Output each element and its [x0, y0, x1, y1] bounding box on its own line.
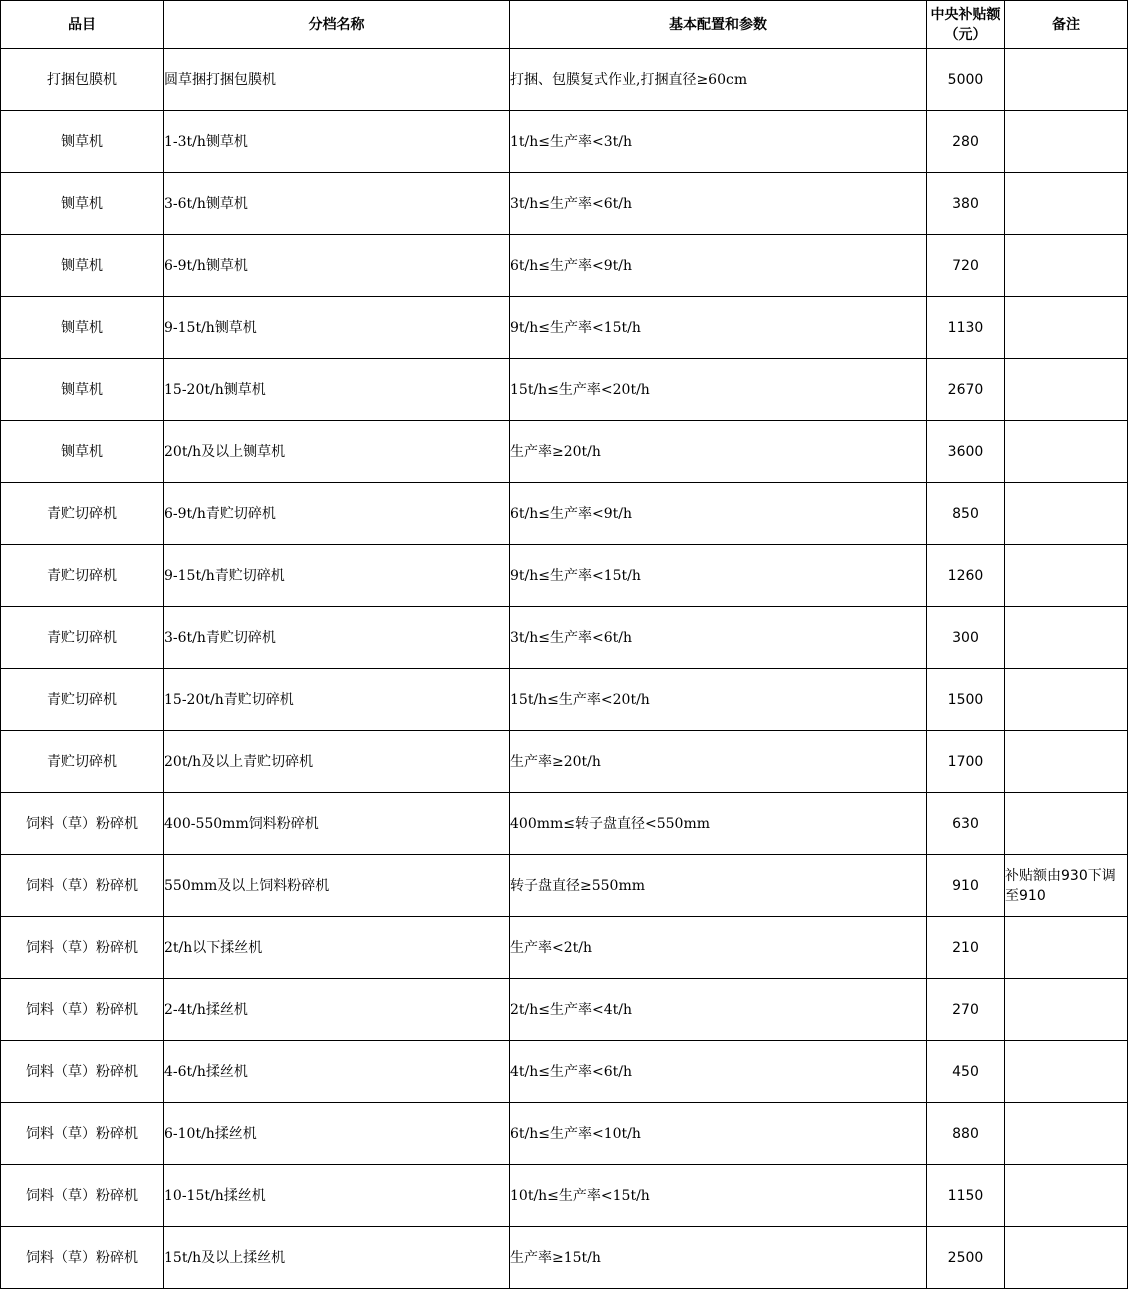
- cell-config-params: 6t/h≤生产率<10t/h: [510, 1103, 927, 1165]
- cell-subsidy-amount: 2670: [927, 359, 1005, 421]
- cell-note: [1005, 359, 1128, 421]
- cell-config-params: 9t/h≤生产率<15t/h: [510, 297, 927, 359]
- cell-tier-name: 2-4t/h揉丝机: [164, 979, 510, 1041]
- cell-note: [1005, 917, 1128, 979]
- cell-config-params: 生产率≥20t/h: [510, 421, 927, 483]
- cell-note: [1005, 297, 1128, 359]
- cell-tier-name: 20t/h及以上铡草机: [164, 421, 510, 483]
- table-row: [1, 173, 1128, 235]
- cell-item: 饲料（草）粉碎机: [1, 979, 164, 1041]
- cell-tier-name: 1-3t/h铡草机: [164, 111, 510, 173]
- cell-subsidy-amount: 1260: [927, 545, 1005, 607]
- cell-note: [1005, 1041, 1128, 1103]
- cell-item: 铡草机: [1, 421, 164, 483]
- cell-tier-name: 6-10t/h揉丝机: [164, 1103, 510, 1165]
- header-row: [1, 1, 1128, 49]
- header-item: 品目: [1, 1, 164, 49]
- cell-tier-name: 6-9t/h青贮切碎机: [164, 483, 510, 545]
- cell-subsidy-amount: 850: [927, 483, 1005, 545]
- cell-note: [1005, 1165, 1128, 1227]
- cell-subsidy-amount: 210: [927, 917, 1005, 979]
- header-config-params: 基本配置和参数: [510, 1, 927, 49]
- table-row: [1, 1227, 1128, 1289]
- table-row: [1, 1165, 1128, 1227]
- table-row: [1, 917, 1128, 979]
- cell-note: [1005, 607, 1128, 669]
- cell-subsidy-amount: 380: [927, 173, 1005, 235]
- cell-config-params: 3t/h≤生产率<6t/h: [510, 607, 927, 669]
- cell-item: 饲料（草）粉碎机: [1, 793, 164, 855]
- cell-item: 青贮切碎机: [1, 545, 164, 607]
- cell-config-params: 转子盘直径≥550mm: [510, 855, 927, 917]
- cell-config-params: 3t/h≤生产率<6t/h: [510, 173, 927, 235]
- cell-config-params: 生产率≥20t/h: [510, 731, 927, 793]
- cell-item: 青贮切碎机: [1, 483, 164, 545]
- cell-note: [1005, 1103, 1128, 1165]
- table-row: [1, 359, 1128, 421]
- cell-note: [1005, 669, 1128, 731]
- cell-config-params: 400mm≤转子盘直径<550mm: [510, 793, 927, 855]
- cell-tier-name: 3-6t/h青贮切碎机: [164, 607, 510, 669]
- table-row: [1, 855, 1128, 917]
- cell-item: 铡草机: [1, 173, 164, 235]
- cell-item: 饲料（草）粉碎机: [1, 917, 164, 979]
- header-note: 备注: [1005, 1, 1128, 49]
- cell-note: [1005, 173, 1128, 235]
- cell-item: 铡草机: [1, 235, 164, 297]
- cell-note: [1005, 731, 1128, 793]
- cell-note: [1005, 1227, 1128, 1289]
- table-row: [1, 483, 1128, 545]
- cell-item: 饲料（草）粉碎机: [1, 1165, 164, 1227]
- table-row: [1, 297, 1128, 359]
- cell-item: 饲料（草）粉碎机: [1, 1041, 164, 1103]
- cell-item: 饲料（草）粉碎机: [1, 1227, 164, 1289]
- cell-item: 青贮切碎机: [1, 607, 164, 669]
- cell-tier-name: 9-15t/h铡草机: [164, 297, 510, 359]
- cell-config-params: 15t/h≤生产率<20t/h: [510, 669, 927, 731]
- table-row: [1, 49, 1128, 111]
- cell-item: 铡草机: [1, 111, 164, 173]
- cell-note: [1005, 483, 1128, 545]
- cell-subsidy-amount: 270: [927, 979, 1005, 1041]
- table-row: [1, 1103, 1128, 1165]
- table-row: [1, 1041, 1128, 1103]
- cell-item: 铡草机: [1, 297, 164, 359]
- cell-note: [1005, 421, 1128, 483]
- table-row: [1, 235, 1128, 297]
- cell-subsidy-amount: 2500: [927, 1227, 1005, 1289]
- cell-config-params: 生产率≥15t/h: [510, 1227, 927, 1289]
- cell-note: [1005, 49, 1128, 111]
- cell-item: 饲料（草）粉碎机: [1, 855, 164, 917]
- cell-item: 饲料（草）粉碎机: [1, 1103, 164, 1165]
- cell-note: [1005, 545, 1128, 607]
- table-row: [1, 669, 1128, 731]
- cell-item: 青贮切碎机: [1, 731, 164, 793]
- table-row: [1, 111, 1128, 173]
- cell-item: 打捆包膜机: [1, 49, 164, 111]
- cell-config-params: 9t/h≤生产率<15t/h: [510, 545, 927, 607]
- cell-config-params: 打捆、包膜复式作业,打捆直径≥60cm: [510, 49, 927, 111]
- cell-tier-name: 550mm及以上饲料粉碎机: [164, 855, 510, 917]
- table-row: [1, 979, 1128, 1041]
- cell-subsidy-amount: 300: [927, 607, 1005, 669]
- cell-note: [1005, 235, 1128, 297]
- cell-subsidy-amount: 5000: [927, 49, 1005, 111]
- cell-tier-name: 4-6t/h揉丝机: [164, 1041, 510, 1103]
- cell-config-params: 生产率<2t/h: [510, 917, 927, 979]
- cell-subsidy-amount: 280: [927, 111, 1005, 173]
- table-header: [1, 1, 1128, 49]
- cell-subsidy-amount: 450: [927, 1041, 1005, 1103]
- cell-subsidy-amount: 630: [927, 793, 1005, 855]
- cell-tier-name: 10-15t/h揉丝机: [164, 1165, 510, 1227]
- header-tier-name: 分档名称: [164, 1, 510, 49]
- cell-config-params: 6t/h≤生产率<9t/h: [510, 235, 927, 297]
- cell-tier-name: 400-550mm饲料粉碎机: [164, 793, 510, 855]
- table-row: [1, 607, 1128, 669]
- cell-item: 青贮切碎机: [1, 669, 164, 731]
- cell-tier-name: 15-20t/h铡草机: [164, 359, 510, 421]
- cell-subsidy-amount: 910: [927, 855, 1005, 917]
- cell-tier-name: 9-15t/h青贮切碎机: [164, 545, 510, 607]
- cell-tier-name: 15-20t/h青贮切碎机: [164, 669, 510, 731]
- cell-subsidy-amount: 1150: [927, 1165, 1005, 1227]
- cell-note: [1005, 793, 1128, 855]
- cell-tier-name: 6-9t/h铡草机: [164, 235, 510, 297]
- table-body: [1, 49, 1128, 1289]
- cell-config-params: 6t/h≤生产率<9t/h: [510, 483, 927, 545]
- cell-note: 补贴额由930下调至910: [1005, 855, 1128, 917]
- cell-subsidy-amount: 1700: [927, 731, 1005, 793]
- cell-subsidy-amount: 1130: [927, 297, 1005, 359]
- cell-tier-name: 20t/h及以上青贮切碎机: [164, 731, 510, 793]
- cell-tier-name: 圆草捆打捆包膜机: [164, 49, 510, 111]
- cell-config-params: 10t/h≤生产率<15t/h: [510, 1165, 927, 1227]
- cell-subsidy-amount: 3600: [927, 421, 1005, 483]
- cell-config-params: 2t/h≤生产率<4t/h: [510, 979, 927, 1041]
- cell-config-params: 1t/h≤生产率<3t/h: [510, 111, 927, 173]
- cell-tier-name: 15t/h及以上揉丝机: [164, 1227, 510, 1289]
- table-row: [1, 421, 1128, 483]
- table-row: [1, 731, 1128, 793]
- cell-subsidy-amount: 880: [927, 1103, 1005, 1165]
- cell-config-params: 4t/h≤生产率<6t/h: [510, 1041, 927, 1103]
- cell-item: 铡草机: [1, 359, 164, 421]
- table-row: [1, 545, 1128, 607]
- table-row: [1, 793, 1128, 855]
- cell-tier-name: 2t/h以下揉丝机: [164, 917, 510, 979]
- cell-note: [1005, 111, 1128, 173]
- cell-tier-name: 3-6t/h铡草机: [164, 173, 510, 235]
- cell-subsidy-amount: 1500: [927, 669, 1005, 731]
- cell-subsidy-amount: 720: [927, 235, 1005, 297]
- header-subsidy-amount: 中央补贴额（元）: [927, 1, 1005, 49]
- cell-note: [1005, 979, 1128, 1041]
- cell-config-params: 15t/h≤生产率<20t/h: [510, 359, 927, 421]
